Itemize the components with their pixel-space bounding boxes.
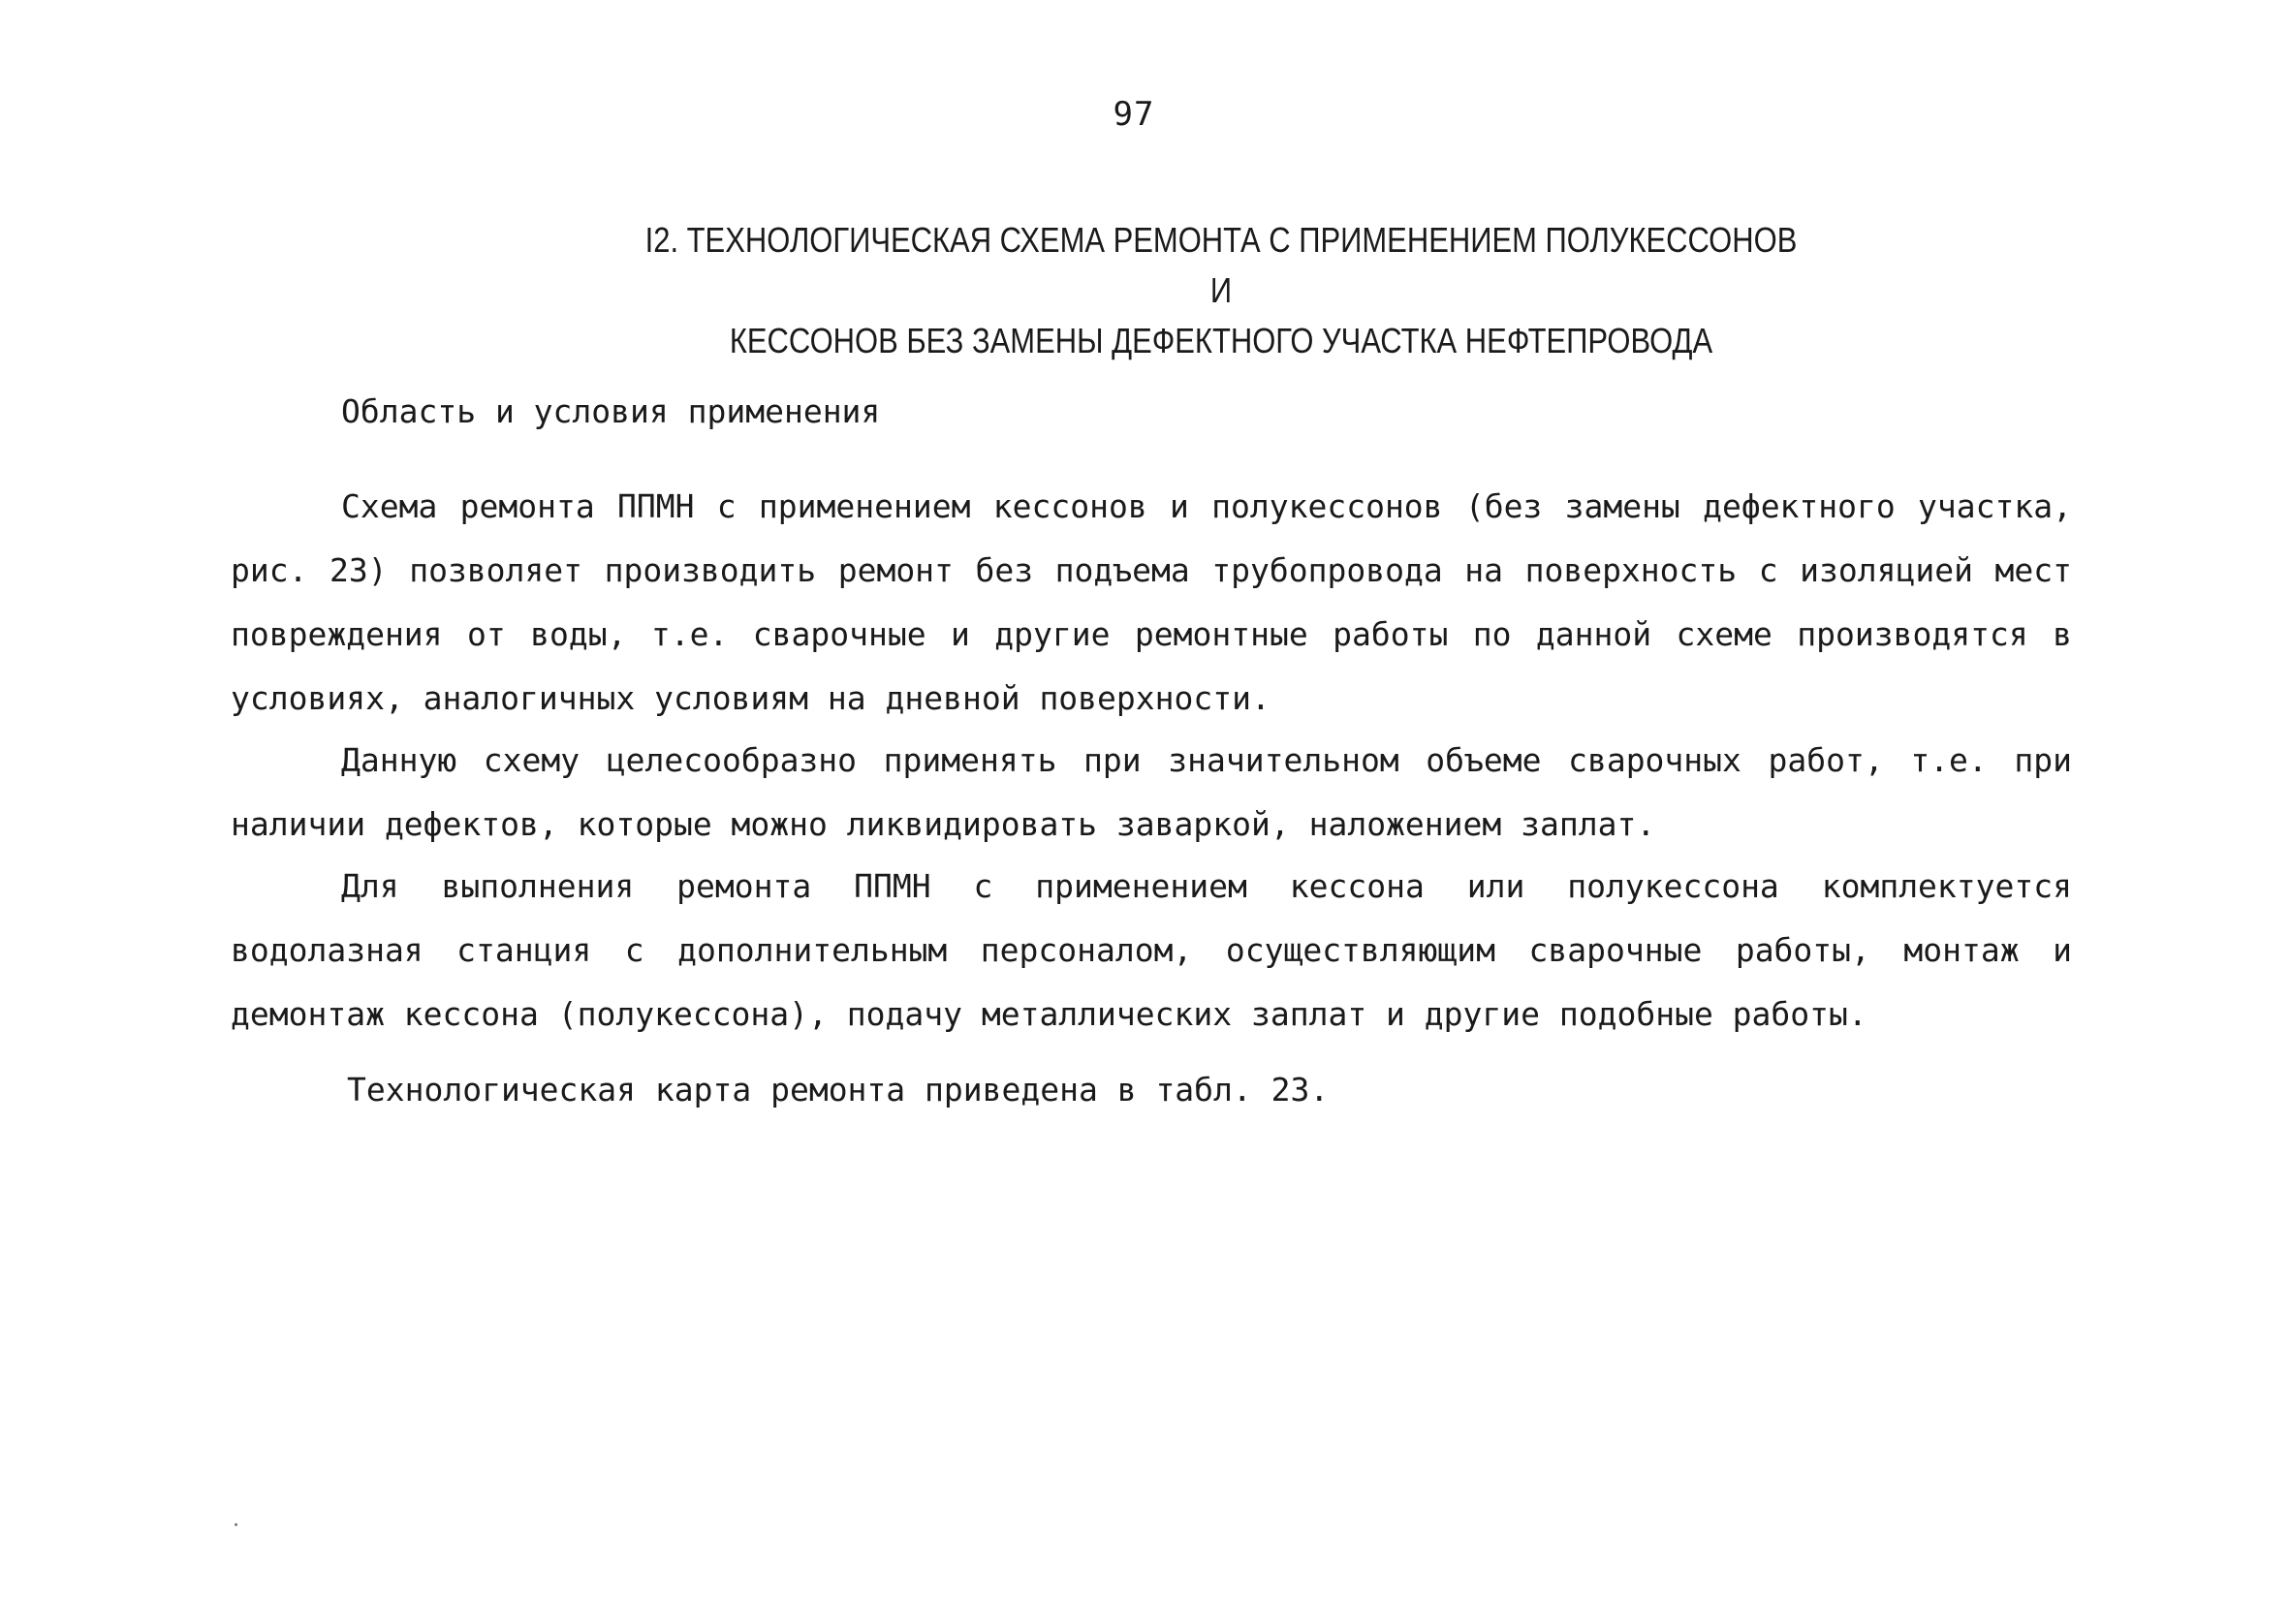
body-paragraph-1 <box>231 475 2072 731</box>
paragraph-text: Схема ремонта ППМН с применением кессонов и полукессонов (без замены дефектного участка, рис. 23) позволяет производить ремонт без подъема трубопровода на поверхность с изоляцией мест повреждения от воды, т.е. сварочные и другие ремонтные работы по данной схеме производятся в условиях, аналогичных условиям на дневной поверхности. <box>231 487 2072 717</box>
body-paragraph-3 <box>231 855 2072 1046</box>
chapter-title-line-1: I2. ТЕХНОЛОГИЧЕСКАЯ СХЕМА РЕМОНТА С ПРИМЕНЕНИЕМ ПОЛУКЕССОНОВ И <box>644 220 1798 310</box>
page-number: 97 <box>1113 95 1155 134</box>
table-reference: Технологическая карта ремонта приведена в табл. 23. <box>347 1071 1330 1109</box>
chapter-title <box>638 215 1804 366</box>
body-paragraph-2 <box>231 729 2072 857</box>
scan-speck <box>235 1523 237 1526</box>
paragraph-text: Для выполнения ремонта ППМН с применением кессона или полукессона комплектуется водолазная станция с дополнительным персоналом, осуществляющим сварочные работы, монтаж и демонтаж кессона (полукессона), подачу металлических заплат и другие подобные работы. <box>231 867 2072 1033</box>
paragraph-text: Данную схему целесообразно применять при значительном объеме сварочных работ, т.е. при наличии дефектов, которые можно ликвидировать заваркой, наложением заплат. <box>231 741 2072 843</box>
section-heading: Область и условия применения <box>341 392 881 430</box>
chapter-title-line-2: КЕССОНОВ БЕЗ ЗАМЕНЫ ДЕФЕКТНОГО УЧАСТКА НЕФТЕПРОВОДА <box>729 321 1713 360</box>
